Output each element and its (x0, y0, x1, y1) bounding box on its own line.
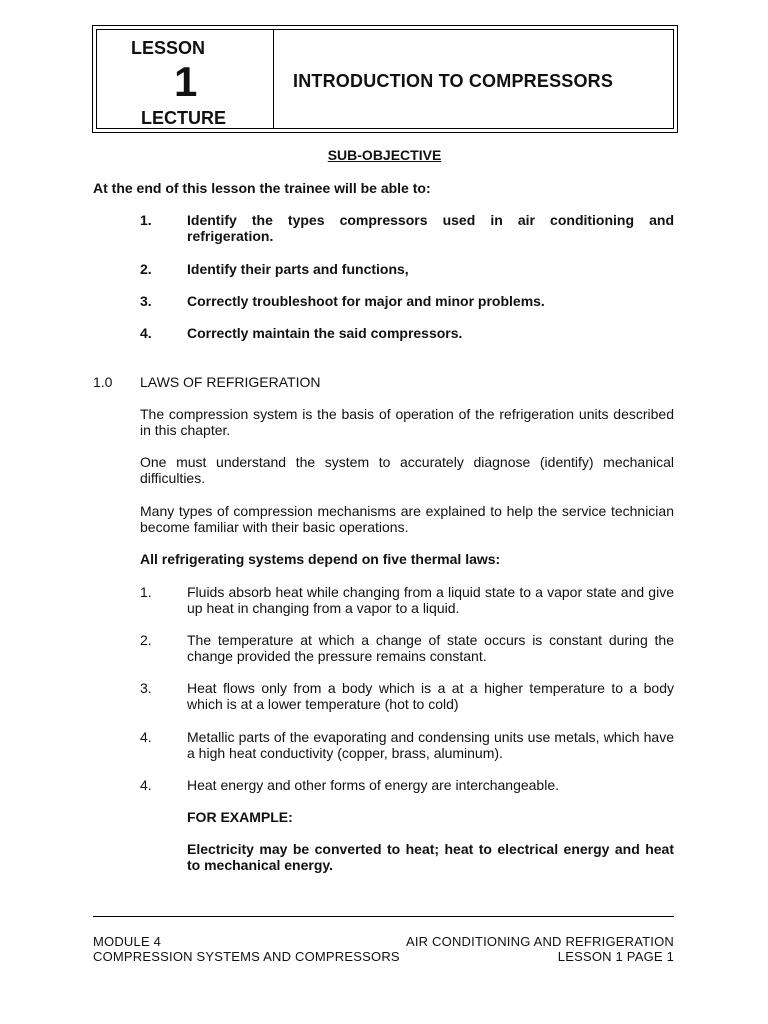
objective-text: Identify their parts and functions, (187, 261, 409, 277)
lecture-word: LECTURE (141, 108, 226, 128)
body-paragraph: The compression system is the basis of operation of the refrigeration units described in this chapter. (140, 406, 674, 438)
footer-module: MODULE 4 (93, 934, 162, 949)
lesson-label-cell (97, 30, 274, 128)
sub-objective-intro: At the end of this lesson the trainee will be able to: (93, 180, 431, 196)
sub-objective-heading-row (0, 147, 768, 165)
sub-objective-heading: SUB-OBJECTIVE (327, 147, 442, 163)
law-text: The temperature at which a change of state occurs is constant during the change provided the pressure remains constant. (187, 632, 674, 664)
footer-page-number: LESSON 1 PAGE 1 (557, 949, 674, 964)
example-text: Electricity may be converted to heat; heat to electrical energy and heat to mechanical energy. (187, 841, 674, 873)
section-heading: LAWS OF REFRIGERATION (140, 374, 321, 390)
law-number: 1. (140, 584, 152, 600)
lesson-word: LESSON (131, 38, 206, 58)
law-text: Heat energy and other forms of energy are interchangeable. (187, 777, 560, 793)
lesson-title: INTRODUCTION TO COMPRESSORS (293, 70, 614, 91)
objective-number: 2. (140, 261, 152, 277)
law-number: 3. (140, 680, 152, 696)
law-number: 2. (140, 632, 152, 648)
body-paragraph: One must understand the system to accurately diagnose (identify) mechanical difficulties. (140, 454, 674, 486)
objective-text: Identify the types compressors used in air conditioning and refrigeration. (187, 212, 674, 244)
law-text: Heat flows only from a body which is a at a higher temperature to a body which is at a lower temperature (hot to cold) (187, 680, 674, 712)
objective-number: 1. (140, 212, 152, 228)
law-text: Metallic parts of the evaporating and condensing units use metals, which have a high heat conductivity (copper, brass, aluminum). (187, 729, 674, 761)
lesson-number: 1 (174, 58, 198, 105)
laws-intro: All refrigerating systems depend on five thermal laws: (140, 551, 501, 567)
lesson-title-cell (274, 30, 673, 128)
objective-text: Correctly troubleshoot for major and minor problems. (187, 293, 545, 309)
law-number: 4. (140, 777, 152, 793)
objective-number: 4. (140, 325, 152, 341)
example-heading: FOR EXAMPLE: (187, 809, 293, 825)
lesson-header-inner (96, 29, 674, 129)
footer-subject: AIR CONDITIONING AND REFRIGERATION (405, 934, 674, 949)
body-paragraph: Many types of compression mechanisms are explained to help the service technician become familiar with their basic operations. (140, 503, 674, 535)
objective-text: Correctly maintain the said compressors. (187, 325, 463, 341)
footer-course-topic: COMPRESSION SYSTEMS AND COMPRESSORS (93, 949, 400, 964)
law-number: 4. (140, 729, 152, 745)
footer-divider (93, 916, 674, 917)
section-number: 1.0 (93, 374, 113, 390)
law-text: Fluids absorb heat while changing from a liquid state to a vapor state and give up heat in changing from a vapor to a liquid. (187, 584, 674, 616)
lesson-header-box (92, 25, 678, 133)
objective-number: 3. (140, 293, 152, 309)
